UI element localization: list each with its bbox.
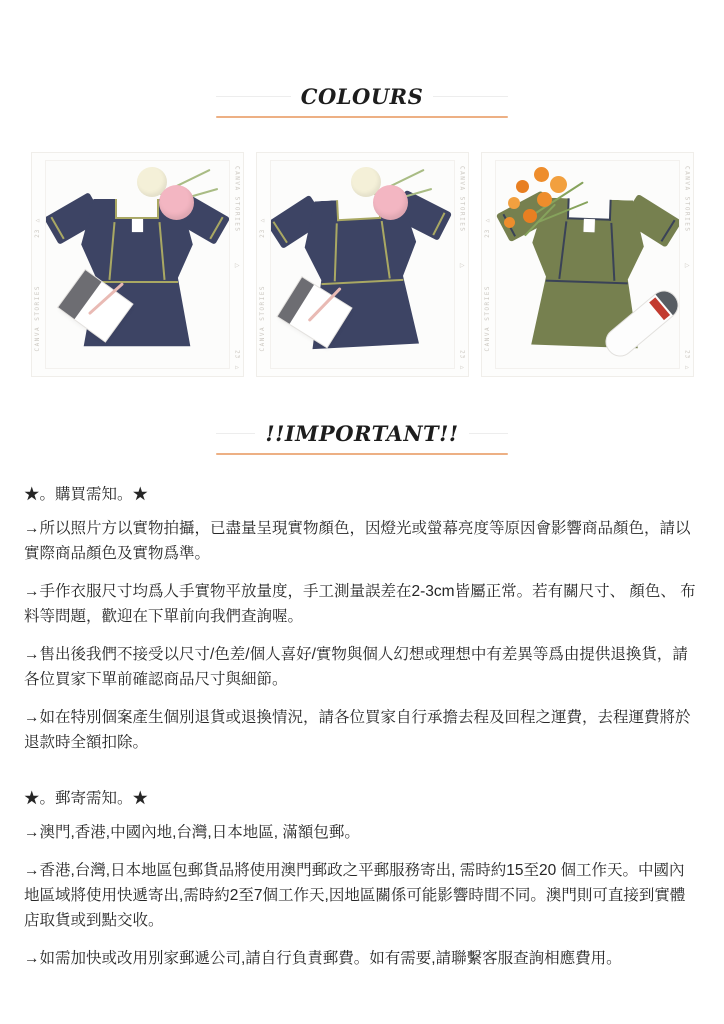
sleeve-trim-line [661, 220, 676, 242]
product-card [31, 152, 244, 377]
film-frame-marker: 23 ▷ [258, 216, 266, 238]
orange-flower [523, 209, 537, 223]
product-photos-row [0, 152, 724, 377]
header-flank-line [216, 96, 291, 97]
film-frame-arrow-icon: ▷ [459, 263, 465, 270]
purchase-notice-paragraph: →手作衣服尺寸均爲人手實物平放量度，手工測量誤差在2-3cm皆屬正常。若有關尺寸、 顏色、 布料等問題，歡迎在下單前向我們查詢喔。 [24, 583, 696, 625]
shipping-notice-heading: ★。郵寄需知。★ [24, 790, 149, 807]
film-frame-arrow-icon: ▷ [684, 263, 690, 270]
film-frame-brand-text: CANVA STORIES [233, 166, 241, 233]
film-frame-marker: 23 ▷ [458, 350, 466, 372]
orange-flower [550, 176, 567, 193]
film-frame-marker: 23 ▷ [33, 216, 41, 238]
product-photo-navy-back [271, 161, 454, 368]
notices-section [0, 482, 724, 971]
flower-decoration [347, 165, 443, 229]
orange-flower [504, 217, 515, 228]
shipping-notice-paragraph: →香港,台灣,日本地區包郵貨品將使用澳門郵政之平郵服務寄出, 需時約15至20 個工作天。中國內地區域將使用快遞寄出,需時約2至7個工作天,因地區關係可能影響時間不同。澳門則可直接到實體店取貨或到點交收。 [24, 862, 686, 929]
sleeve-trim-line [273, 221, 288, 243]
product-card [256, 152, 469, 377]
important-accent-underline [216, 453, 508, 455]
film-frame-marker: 23 ▷ [483, 216, 491, 238]
important-title: !!IMPORTANT!! [265, 421, 459, 446]
header-flank-line [216, 433, 255, 434]
sleeve-trim-line [50, 217, 64, 240]
film-frame-brand-text: CANVA STORIES [33, 284, 41, 351]
purchase-notice-paragraph: →如在特別個案產生個別退貨或退換情況，請各位買家自行承擔去程及回程之運費，去程運費將於退款時全額扣除。 [24, 709, 691, 751]
header-flank-line [433, 96, 508, 97]
shipping-notice-paragraph: →如需加快或改用別家郵遞公司,請自行負責郵費。如有需要,請聯繫客服查詢相應費用。 [24, 950, 622, 967]
header-flank-line [469, 433, 508, 434]
product-photo-navy-front [46, 161, 229, 368]
product-photo-olive-front [496, 161, 679, 368]
pink-flower [159, 185, 194, 220]
film-frame-brand-text: CANVA STORIES [458, 166, 466, 233]
orange-flower-decoration [504, 167, 616, 253]
colours-accent-underline [216, 116, 508, 118]
colours-section-header [216, 0, 508, 118]
colours-title: COLOURS [300, 84, 424, 109]
flower-decoration [133, 165, 228, 229]
orange-flower [508, 197, 520, 209]
orange-flower [516, 180, 529, 193]
shipping-notice-paragraph: →澳門,香港,中國內地,台灣,日本地區, 滿額包郵。 [24, 824, 360, 841]
film-frame-brand-text: CANVA STORIES [483, 284, 491, 351]
film-frame-marker: 23 ▷ [683, 350, 691, 372]
orange-flower [537, 192, 552, 207]
film-frame-arrow-icon: ▷ [234, 263, 240, 270]
purchase-notice-heading: ★。購買需知。★ [24, 486, 149, 503]
product-card [481, 152, 694, 377]
pink-flower [373, 185, 408, 220]
purchase-notice-block [24, 482, 700, 755]
film-frame-marker: 23 ▷ [233, 350, 241, 372]
purchase-notice-paragraph: →所以照片方以實物拍攝，已盡量呈現實物顏色，因燈光或螢幕亮度等原因會影響商品顏色，請以實際商品顏色及實物爲準。 [24, 520, 691, 562]
important-section-header [216, 421, 508, 455]
film-frame-brand-text: CANVA STORIES [258, 284, 266, 351]
film-frame-brand-text: CANVA STORIES [683, 166, 691, 233]
orange-flower [534, 167, 549, 182]
shipping-notice-block [24, 786, 700, 971]
purchase-notice-paragraph: →售出後我們不接受以尺寸/色差/個人喜好/實物與個人幻想或理想中有差異等爲由提供退換貨，請各位買家下單前確認商品尺寸與細節。 [24, 646, 688, 688]
